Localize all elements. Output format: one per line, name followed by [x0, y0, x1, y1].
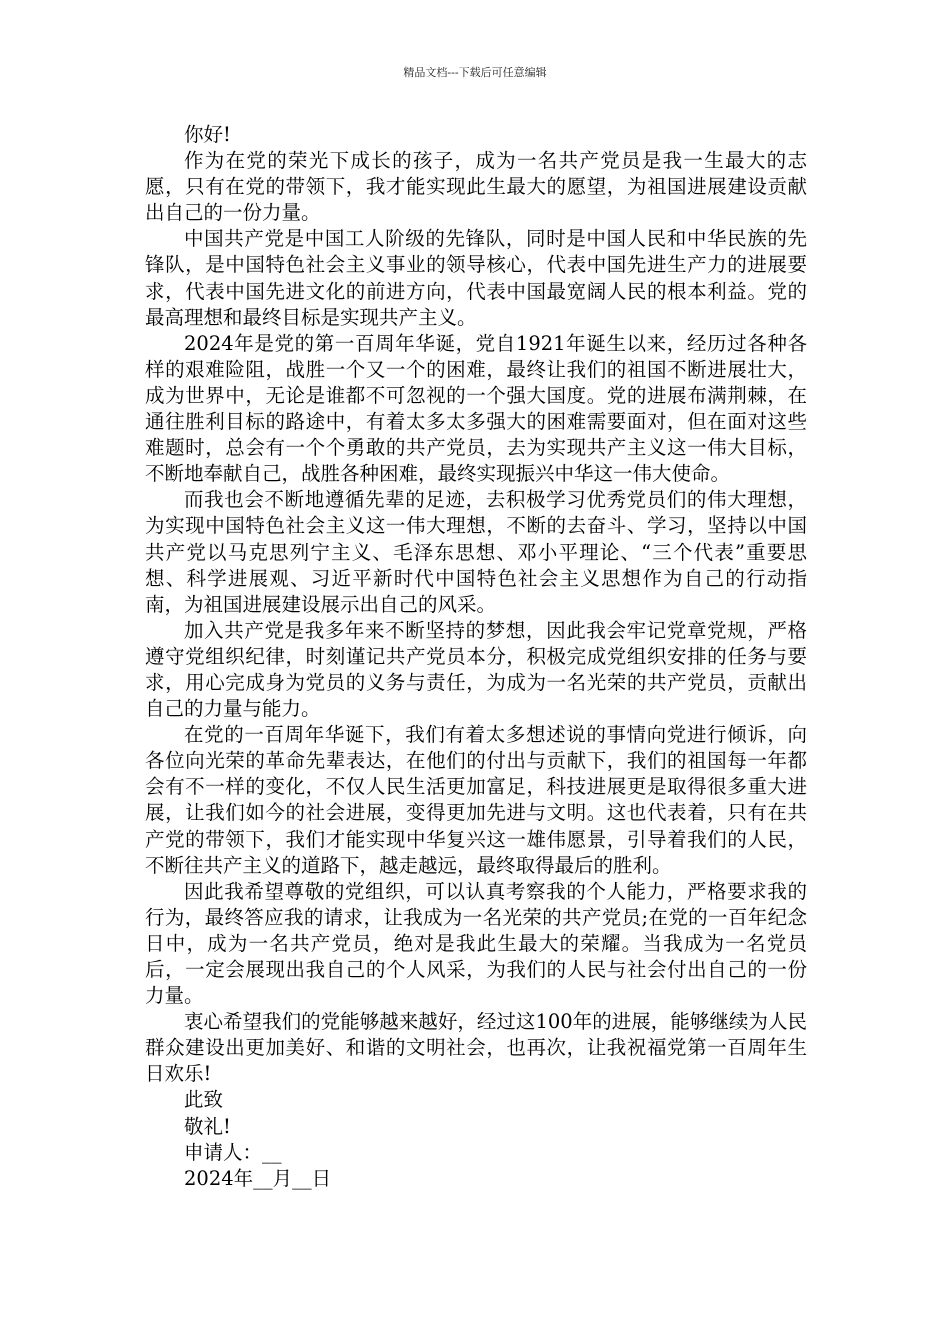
closing-respect: 敬礼! — [184, 1114, 231, 1138]
paragraph-2: 中国共产党是中国工人阶级的先锋队，同时是中国人民和中华民族的先锋队，是中国特色社会主义事业的领导核心，代表中国先进生产力的进展要求，代表中国先进文化的前进方向，代表中国最宽阔人民的根本利益。党的最高理想和最终目标是实现共产主义。 — [145, 227, 807, 329]
signature-date: 2024年__月__日 — [184, 1166, 332, 1190]
closing-salutation: 此致 — [184, 1088, 224, 1112]
paragraph-7: 因此我希望尊敬的党组织，可以认真考察我的个人能力，严格要求我的行为，最终答应我的请求，让我成为一名光荣的共产党员;在党的一百年纪念日中，成为一名共产党员，绝对是我此生最大的荣耀。当我成为一名党员后，一定会展现出我自己的个人风采，为我们的人民与社会付出自己的一份力量。 — [145, 879, 807, 1008]
paragraph-4: 而我也会不断地遵循先辈的足迹，去积极学习优秀党员们的伟大理想，为实现中国特色社会主义这一伟大理想，不断的去奋斗、学习，坚持以中国共产党以马克思列宁主义、毛泽东思想、邓小平理论、“三个代表”重要思想、科学进展观、习近平新时代中国特色社会主义思想作为自己的行动指南，为祖国进展建设展示出自己的风采。 — [145, 488, 807, 616]
greeting: 你好! — [184, 123, 231, 146]
applicant-signature: 申请人：__ — [184, 1140, 282, 1164]
paragraph-5: 加入共产党是我多年来不断坚持的梦想，因此我会牢记党章党规，严格遵守党组织纪律，时刻谨记共产党员本分，积极完成党组织安排的任务与要求，用心完成身为党员的义务与责任，为成为一名光荣的共产党员，贡献出自己的力量与能力。 — [145, 618, 807, 721]
paragraph-6: 在党的一百周年华诞下，我们有着太多想述说的事情向党进行倾诉，向各位向光荣的革命先辈表达，在他们的付出与贡献下，我们的祖国每一年都会有不一样的变化，不仅人民生活更加富足，科技进展更是取得很多重大进展，让我们如今的社会进展，变得更加先进与文明。这也代表着，只有在共产党的带领下，我们才能实现中华复兴这一雄伟愿景，引导着我们的人民，不断往共产主义的道路下，越走越远，最终取得最后的胜利。 — [145, 723, 807, 877]
letter-body — [145, 122, 807, 1192]
paragraph-3: 2024年是党的第一百周年华诞，党自1921年诞生以来，经历过各种各样的艰难险阻，战胜一个又一个的困难，最终让我们的祖国不断进展壮大，成为世界中，无论是谁都不可忽视的一个强大国度。党的进展布满荆棘，在通往胜利目标的路途中，有着太多太多强大的困难需要面对，但在面对这些难题时，总会有一个个勇敢的共产党员，去为实现共产主义这一伟大目标，不断地奉献自己，战胜各种困难，最终实现振兴中华这一伟大使命。 — [145, 331, 807, 486]
page-header: 精品文档---下载后可任意编辑 — [403, 66, 547, 79]
paragraph-8: 衷心希望我们的党能够越来越好，经过这100年的进展，能够继续为人民群众建设出更加美好、和谐的文明社会，也再次，让我祝福党第一百周年生日欢乐! — [145, 1010, 807, 1086]
paragraph-1: 作为在党的荣光下成长的孩子，成为一名共产党员是我一生最大的志愿，只有在党的带领下，我才能实现此生最大的愿望，为祖国进展建设贡献出自己的一份力量。 — [145, 149, 807, 225]
